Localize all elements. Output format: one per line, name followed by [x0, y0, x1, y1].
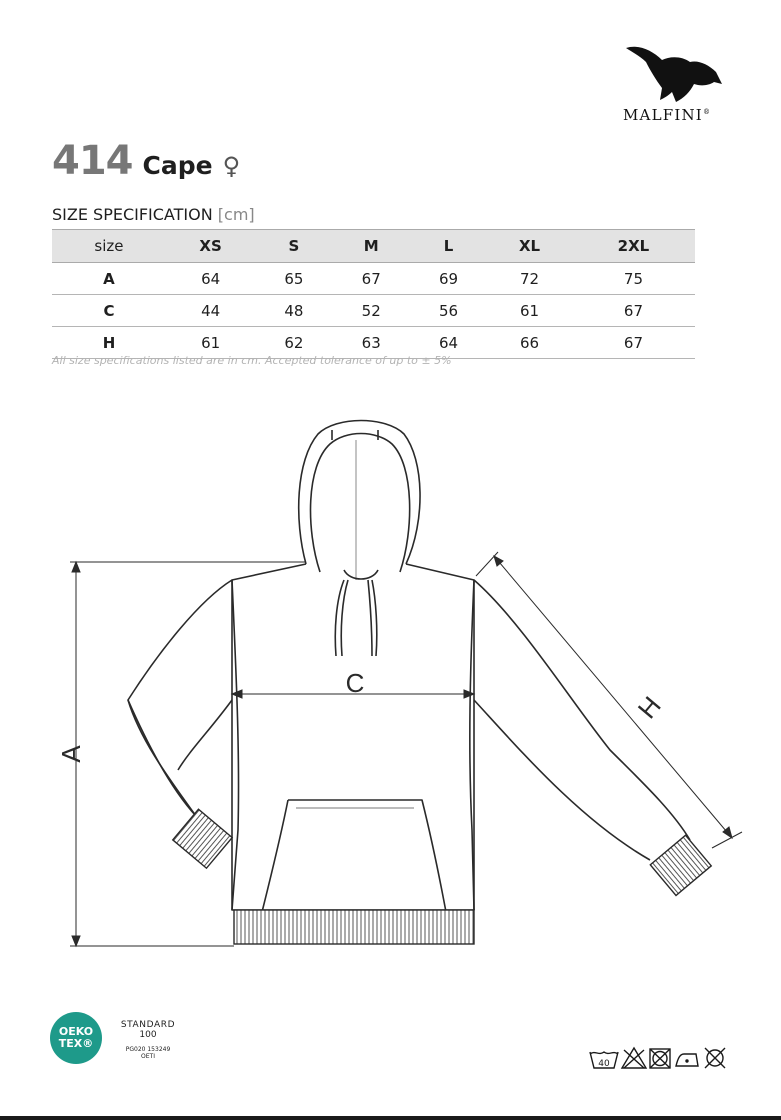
table-cell: 72: [487, 263, 572, 295]
column-header: S: [255, 230, 332, 263]
no-dry-clean-icon: [705, 1048, 725, 1068]
no-bleach-icon: [622, 1048, 646, 1068]
wash-40-icon: [590, 1052, 618, 1069]
table-cell: 56: [410, 295, 487, 327]
table-cell: 67: [333, 263, 410, 295]
column-header: XS: [166, 230, 255, 263]
hem-rib: [234, 910, 474, 944]
bottom-border: [0, 1116, 781, 1120]
table-row: [52, 263, 695, 295]
table-cell: 61: [166, 327, 255, 359]
table-cell: 67: [572, 327, 695, 359]
iron-low-icon: [676, 1054, 698, 1066]
column-header: XL: [487, 230, 572, 263]
table-cell: 75: [572, 263, 695, 295]
label-a: A: [56, 745, 86, 763]
table-cell: 64: [410, 327, 487, 359]
table-cell: 48: [255, 295, 332, 327]
table-cell: 63: [333, 327, 410, 359]
row-label: H: [52, 327, 166, 359]
table-cell: 64: [166, 263, 255, 295]
table-cell: 65: [255, 263, 332, 295]
table-header-row: [52, 230, 695, 263]
model-number: 414: [52, 138, 133, 184]
table-cell: 67: [572, 295, 695, 327]
measure-h-line: [476, 552, 742, 848]
malfini-logo: [612, 40, 742, 130]
female-icon: ♀: [222, 152, 241, 180]
svg-text:40: 40: [598, 1059, 610, 1069]
table-row: [52, 295, 695, 327]
table-cell: 66: [487, 327, 572, 359]
no-tumble-dry-icon: [650, 1049, 670, 1068]
oeko-tex-text: STANDARD 100 PG020 153249 OETI: [120, 1020, 176, 1060]
tolerance-note: All size specifications listed are in cm. Accepted tolerance of up to ± 5%: [52, 354, 452, 367]
oeko-tex-logo: OEKO TEX®: [50, 1012, 102, 1064]
product-name: Cape: [142, 151, 213, 180]
left-cuff: [173, 809, 232, 868]
table-cell: 62: [255, 327, 332, 359]
column-header: size: [52, 230, 166, 263]
label-c: C: [345, 668, 365, 698]
size-table: [52, 229, 695, 359]
spec-heading: SIZE SPECIFICATION [cm]: [52, 205, 255, 224]
table-cell: 52: [333, 295, 410, 327]
right-cuff: [650, 835, 711, 895]
product-title: [52, 138, 240, 184]
row-label: C: [52, 295, 166, 327]
label-h: H: [631, 690, 667, 725]
table-cell: 44: [166, 295, 255, 327]
column-header: L: [410, 230, 487, 263]
hoodie-diagram: [0, 400, 781, 1000]
bird-icon: [624, 40, 724, 102]
column-header: 2XL: [572, 230, 695, 263]
table-cell: 69: [410, 263, 487, 295]
row-label: A: [52, 263, 166, 295]
column-header: M: [333, 230, 410, 263]
care-symbols: [588, 1044, 738, 1074]
brand-name: MALFINI®: [623, 106, 712, 124]
table-cell: 61: [487, 295, 572, 327]
